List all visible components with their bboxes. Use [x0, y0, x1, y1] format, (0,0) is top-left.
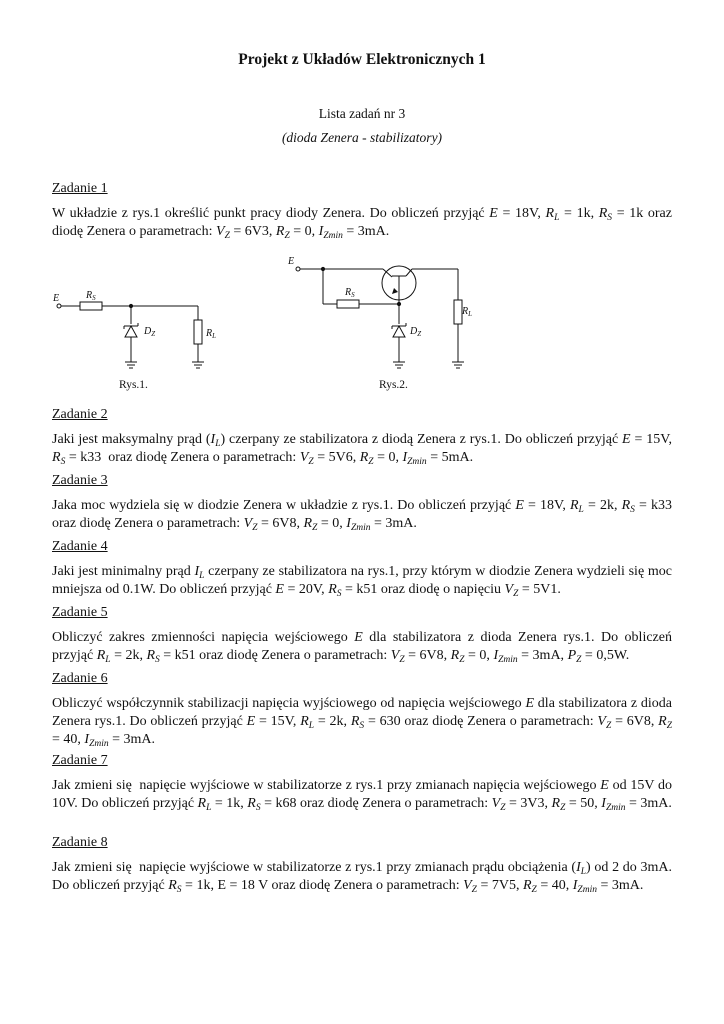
task-4-heading: Zadanie 4 — [52, 539, 108, 554]
task-1-text: W układzie z rys.1 określić punkt pracy diody Zenera. Do obliczeń przyjąć E = 18V, $R_L = 1k$, $R_S = 1k$ oraz diodę Zenera o parametrach: $V_Z = 6V3$, $R_Z = 0$, $I_{Zmin} = 3mA$. — [52, 206, 672, 241]
label-rs-fig1: $R_S$ — [86, 290, 96, 302]
label-e-fig1: E — [53, 293, 60, 304]
task-7-heading: Zadanie 7 — [52, 753, 108, 768]
label-e-fig2: E — [288, 256, 295, 267]
label-dz-fig2: $D_Z$ — [410, 326, 422, 338]
task-4-text: Jaki jest minimalny prąd $I_L$ czerpany ze stabilizatora na rys.1, przy którym w diodzie Zenera wydzieli się moc mniejsza od 0.1W. Do obliczeń przyjąć E = 20V, $R_S = k51$ oraz diodę o napięciu $V_Z = 5V1$. — [52, 564, 672, 599]
task-6-heading: Zadanie 6 — [52, 671, 108, 686]
task-5-text: Obliczyć zakres zmienności napięcia wejściowego E dla stabilizatora z dioda Zenera rys.1. Do obliczeń przyjąć $R_L = 2k$, $R_S = k51$ oraz diodę Zenera o parametrach: $V_Z = 6V8$, $R_Z = 0$, $I_{Zmin} = 3mA$, $P_Z = 0,5W$. — [52, 630, 672, 665]
task-7-text: Jak zmieni się napięcie wyjściowe w stabilizatorze z rys.1 przy zmianach napięcia wejściowego E od 15V do 10V. Do obliczeń przyjąć $R_L = 1k$, $R_S = k68$ oraz diodę Zenera o parametrach: $V_Z = 3V3$, $R_Z = 50$, $I_{Zmin} = 3mA$. — [52, 778, 673, 813]
task-3-text: Jaka moc wydziela się w diodzie Zenera w układzie z rys.1. Do obliczeń przyjąć E = 18V, $R_L = 2k$, $R_S = k33$ oraz diodę Zenera o parametrach: $V_Z = 6V8$, $R_Z = 0$, $I_{Zmin} = 3mA$. — [52, 498, 672, 533]
page-title: Projekt z Układów Elektronicznych 1 — [238, 51, 486, 68]
task-1-heading: Zadanie 1 — [52, 181, 108, 196]
task-2-text: Jaki jest maksymalny prąd $(I_L)$ czerpany ze stabilizatora z diodą Zenera z rys.1. Do obliczeń przyjąć E = 15V, $R_S = k33$ oraz diodę Zenera o parametrach: $V_Z = 5V6$, $R_Z = 0$, $I_{Zmin} = 5mA$. — [52, 432, 673, 467]
list-topic: (dioda Zenera - stabilizatory) — [281, 130, 443, 145]
task-8-text: Jak zmieni się napięcie wyjściowe w stabilizatorze z rys.1 przy zmianach prądu obciążenia $(I_L)$ od 2 do 3mA. Do obliczeń przyjąć $R_S = 1k$, E = 18 V oraz diodę Zenera o parametrach: $V_Z = 7V5$, $R_Z = 40$, $I_{Zmin} = 3mA$. — [52, 860, 673, 895]
task-6-text: Obliczyć współczynnik stabilizacji napięcia wyjściowego od napięcia wejściowego E dla stabilizatora z dioda Zenera rys.1. Do obliczeń przyjąć E = 15V, $R_L = 2k$, $R_S = 630$ oraz diodę Zenera o parametrach: $V_Z = 6V8$, $R_Z = 40$, $I_{Zmin} = 3mA$. — [52, 696, 672, 749]
task-8-heading: Zadanie 8 — [52, 835, 108, 850]
task-3-heading: Zadanie 3 — [52, 473, 108, 488]
label-rs-fig2: $R_S$ — [345, 287, 355, 299]
fig2-caption: Rys.2. — [379, 379, 408, 391]
list-number: Lista zadań nr 3 — [318, 106, 406, 121]
circuit-diagrams — [40, 250, 480, 380]
label-dz-fig1: $D_Z$ — [144, 326, 156, 338]
task-2-heading: Zadanie 2 — [52, 407, 108, 422]
fig1-caption: Rys.1. — [119, 379, 148, 391]
label-rl-fig2: $R_L$ — [462, 306, 473, 318]
task-5-heading: Zadanie 5 — [52, 605, 108, 620]
label-rl-fig1: $R_L$ — [206, 328, 217, 340]
